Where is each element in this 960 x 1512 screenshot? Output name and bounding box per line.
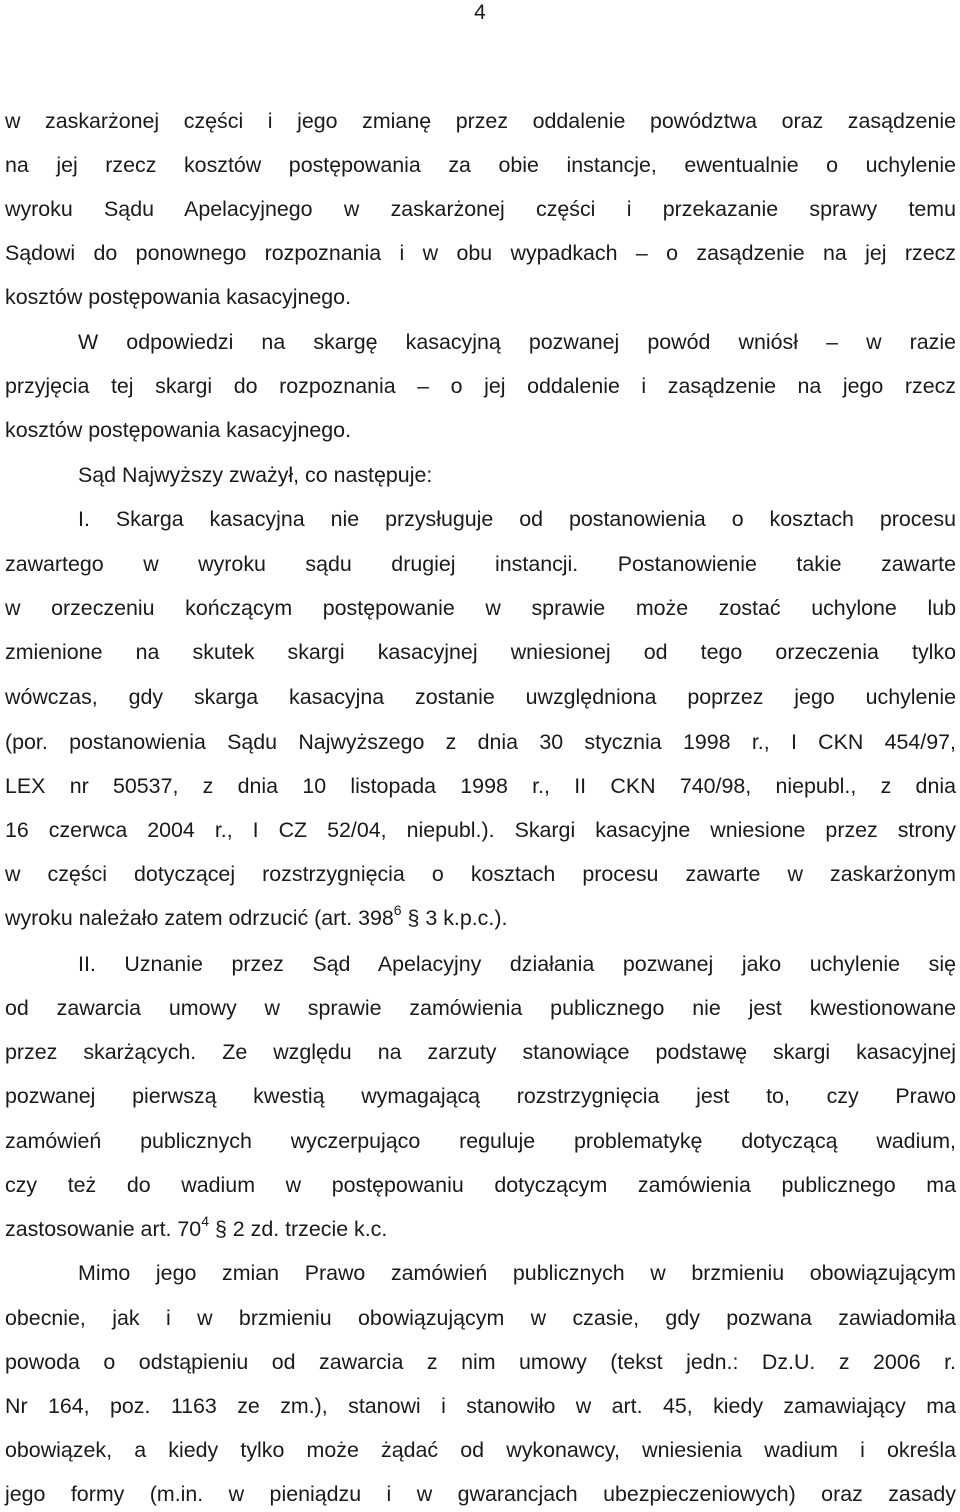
text-line: LEX nr 50537, z dnia 10 listopada 1998 r., II CKN 740/98, niepubl., z dnia [5,774,956,798]
text-line: Mimo jego zmian Prawo zamówień publicznych w brzmieniu obowiązującym [78,1261,956,1285]
text-segment: § 3 k.p.c.). [401,906,508,930]
text-line: W odpowiedzi na skargę kasacyjną pozwanej powód wniósł – w razie [78,330,956,354]
text-line: w części dotyczącej rozstrzygnięcia o kosztach procesu zawarte w zaskarżonym [5,862,956,886]
text-line: wówczas, gdy skarga kasacyjna zostanie uwzględniona poprzez jego uchylenie [5,685,956,709]
text-segment: zastosowanie art. 70 [5,1217,202,1241]
text-line: od zawarcia umowy w sprawie zamówienia publicznego nie jest kwestionowane [5,996,956,1020]
text-line: zawartego w wyroku sądu drugiej instancji. Postanowienie takie zawarte [5,552,956,576]
text-segment: § 2 zd. trzecie k.c. [209,1217,388,1241]
text-line: I. Skarga kasacyjna nie przysługuje od postanowienia o kosztach procesu [78,507,956,531]
text-line [5,1214,956,1244]
text-line: obecnie, jak i w brzmieniu obowiązującym w czasie, gdy pozwana zawiadomiła [5,1306,956,1330]
text-line: 16 czerwca 2004 r., I CZ 52/04, niepubl.). Skargi kasacyjne wniesione przez strony [5,818,956,842]
text-line: kosztów postępowania kasacyjnego. [5,285,352,309]
text-line: II. Uznanie przez Sąd Apelacyjny działania pozwanej jako uchylenie się [78,952,956,976]
text-line: w zaskarżonej części i jego zmianę przez oddalenie powództwa oraz zasądzenie [5,109,956,133]
text-line: zamówień publicznych wyczerpująco reguluje problematykę dotyczącą wadium, [5,1129,956,1153]
text-line: Sądowi do ponownego rozpoznania i w obu wypadkach – o zasądzenie na jej rzecz [5,241,956,265]
text-line: obowiązek, a kiedy tylko może żądać od wykonawcy, wniesienia wadium i określa [5,1438,956,1462]
text-line [5,903,956,933]
text-line: pozwanej pierwszą kwestią wymagającą rozstrzygnięcia jest to, czy Prawo [5,1084,956,1108]
superscript: 4 [201,1212,209,1229]
text-line: wyroku Sądu Apelacyjnego w zaskarżonej części i przekazanie sprawy temu [5,197,956,221]
text-line: zmienione na skutek skargi kasacyjnej wniesionej od tego orzeczenia tylko [5,640,956,664]
text-line: na jej rzecz kosztów postępowania za obie instancje, ewentualnie o uchylenie [5,153,956,177]
superscript: 6 [393,901,402,918]
text-line: (por. postanowienia Sądu Najwyższego z dnia 30 stycznia 1998 r., I CKN 454/97, [5,730,956,754]
text-line: jego formy (m.in. w pieniądzu i w gwarancjach ubezpieczeniowych) oraz zasady [5,1482,956,1506]
text-line: kosztów postępowania kasacyjnego. [5,418,352,442]
text-line: Nr 164, poz. 1163 ze zm.), stanowi i stanowiło w art. 45, kiedy zamawiający ma [5,1394,956,1418]
page-number: 4 [474,1,486,24]
text-line: czy też do wadium w postępowaniu dotyczącym zamówienia publicznego ma [5,1173,956,1197]
text-segment: wyroku należało zatem odrzucić (art. 398 [5,906,394,930]
text-line: przez skarżących. Ze względu na zarzuty stanowiące podstawę skargi kasacyjnej [5,1040,956,1064]
text-line: powoda o odstąpieniu od zawarcia z nim umowy (tekst jedn.: Dz.U. z 2006 r. [5,1350,956,1374]
text-line: przyjęcia tej skargi do rozpoznania – o jej oddalenie i zasądzenie na jego rzecz [5,374,956,398]
section-heading: Sąd Najwyższy zważył, co następuje: [78,463,433,487]
text-line: w orzeczeniu kończącym postępowanie w sprawie może zostać uchylone lub [5,596,956,620]
